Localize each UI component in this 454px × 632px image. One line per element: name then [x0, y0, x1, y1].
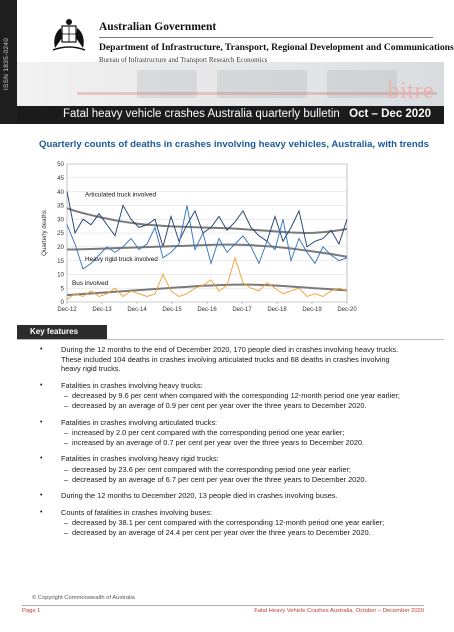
key-feature-subtext: decreased by an average of 6.7 per cent per year over the three years to December 2020. — [72, 474, 367, 484]
department-name: Department of Infrastructure, Transport, Regional Development and Communications — [99, 42, 454, 53]
footer-publication-title: Fatal Heavy Vehicle Crashes Australia, October – December 2020 — [254, 608, 424, 614]
dash-icon: – — [64, 437, 69, 447]
key-feature-sublist — [61, 518, 400, 537]
key-feature-subtext: decreased by an average of 24.4 per cent per year over the three years to December 2020. — [72, 527, 371, 537]
key-feature-subtext: decreased by an average of 0.9 per cent per year over the three years to December 2020. — [72, 400, 367, 410]
key-feature-subitem — [61, 401, 400, 411]
key-feature-text: During the 12 months to December 2020, 13 people died in crashes involving buses. — [61, 491, 338, 501]
key-features-header — [17, 325, 107, 339]
fatalities-chart — [37, 155, 357, 321]
dash-icon: – — [64, 527, 69, 537]
x-tick-label: Dec-13 — [92, 307, 112, 313]
issn-sidebar — [0, 0, 17, 124]
key-feature-subtext: increased by 2.0 per cent compared with the corresponding period one year earlier; — [72, 428, 345, 438]
bullet-icon: • — [40, 508, 43, 516]
bulletin-period: Oct – Dec 2020 — [349, 108, 431, 120]
y-tick-label: 50 — [57, 161, 64, 169]
bureau-name: Bureau of Infrastructure and Transport Research Economics — [99, 56, 268, 64]
y-tick-label: 20 — [57, 244, 64, 251]
dash-icon: – — [64, 474, 69, 484]
y-tick-label: 25 — [57, 230, 64, 238]
key-feature-item — [40, 491, 400, 501]
header-divider — [99, 37, 433, 38]
x-tick-label: Dec-19 — [302, 307, 322, 313]
x-tick-label: Dec-14 — [127, 307, 147, 313]
bulletin-title-bar — [17, 106, 444, 124]
footer-divider — [22, 605, 424, 606]
key-feature-item — [40, 381, 400, 411]
key-feature-item — [40, 508, 400, 538]
y-tick-label: 40 — [57, 188, 64, 196]
bullet-icon: • — [40, 492, 43, 500]
key-feature-item — [40, 345, 400, 374]
y-tick-label: 45 — [57, 175, 64, 182]
chart-title: Quarterly counts of deaths in crashes involving heavy vehicles, Australia, with trends — [39, 139, 429, 150]
header-photo-band — [17, 62, 444, 106]
key-feature-item — [40, 418, 400, 448]
bullet-icon: • — [40, 346, 43, 353]
bulletin-title: Fatal heavy vehicle crashes Australia quarterly bulletin — [63, 108, 340, 120]
y-tick-label: 10 — [57, 271, 64, 279]
key-feature-subitem — [61, 465, 400, 475]
key-feature-subitem — [61, 528, 400, 538]
dash-icon: – — [64, 428, 69, 438]
issn-label: ISSN 1835-0240 — [3, 37, 10, 91]
key-feature-subitem — [61, 518, 400, 528]
bullet-icon: • — [40, 455, 43, 463]
dash-icon: – — [64, 400, 69, 410]
y-tick-label: 5 — [60, 285, 64, 293]
series-label: Articulated truck involved — [85, 191, 157, 199]
series-label: Bus involved — [72, 279, 109, 287]
x-tick-label: Dec-18 — [267, 307, 287, 313]
y-tick-label: 15 — [57, 257, 64, 265]
key-feature-sublist — [61, 428, 400, 447]
key-feature-subtext: decreased by 23.6 per cent compared with the corresponding period one year earlier; — [72, 464, 351, 474]
key-feature-item — [40, 454, 400, 484]
key-feature-subitem — [61, 438, 400, 448]
key-features-list — [40, 345, 400, 545]
coat-of-arms-icon — [47, 18, 91, 56]
x-tick-label: Dec-16 — [197, 307, 217, 313]
key-feature-sublist — [61, 465, 400, 484]
key-feature-text: Fatalities in crashes involving articulated trucks: — [61, 417, 218, 427]
government-name: Australian Government — [99, 21, 217, 33]
dash-icon: – — [64, 464, 69, 474]
key-features-divider — [17, 339, 444, 340]
key-feature-subitem — [61, 475, 400, 485]
key-feature-subitem — [61, 428, 400, 438]
key-feature-subitem — [61, 391, 400, 401]
series-label: Heavy rigid truck involved — [85, 256, 158, 264]
dash-icon: – — [64, 391, 69, 401]
y-tick-label: 30 — [57, 216, 64, 224]
x-tick-label: Dec-12 — [57, 307, 77, 313]
key-feature-text: Fatalities in crashes involving heavy rigid trucks: — [61, 454, 219, 464]
key-feature-text: Fatalities in crashes involving heavy trucks: — [61, 380, 203, 390]
y-tick-label: 35 — [57, 202, 64, 210]
bullet-icon: • — [40, 381, 43, 389]
key-feature-subtext: increased by an average of 0.7 per cent per year over the three years to December 2020. — [72, 437, 365, 447]
y-axis-label: Quarterly deaths — [41, 210, 48, 256]
x-tick-label: Dec-20 — [337, 307, 357, 313]
y-tick-label: 0 — [60, 299, 64, 307]
dash-icon: – — [64, 518, 69, 528]
fatalities-line-chart — [37, 155, 357, 321]
x-tick-label: Dec-15 — [162, 307, 182, 313]
bullet-icon: • — [40, 418, 43, 426]
key-features-title: Key features — [30, 327, 79, 336]
key-feature-subtext: decreased by 38.1 per cent compared with the corresponding 12-month period one year earlier; — [72, 518, 385, 528]
x-tick-label: Dec-17 — [232, 307, 252, 313]
key-feature-subtext: decreased by 9.6 per cent when compared with the corresponding 12-month period one year earlier; — [72, 391, 400, 401]
key-feature-sublist — [61, 391, 400, 410]
page-number: Page 1 — [22, 608, 41, 614]
key-feature-text: During the 12 months to the end of December 2020, 170 people died in crashes involving heavy trucks. These included 104 deaths in crashes involving articulated trucks and 68 deaths in crashes involving heavy rigid trucks. — [61, 345, 399, 374]
copyright-notice: © Copyright Commonwealth of Australia — [32, 595, 135, 601]
key-feature-text: Counts of fatalities in crashes involving buses: — [61, 507, 213, 517]
bitre-logo: bitre — [387, 78, 434, 104]
